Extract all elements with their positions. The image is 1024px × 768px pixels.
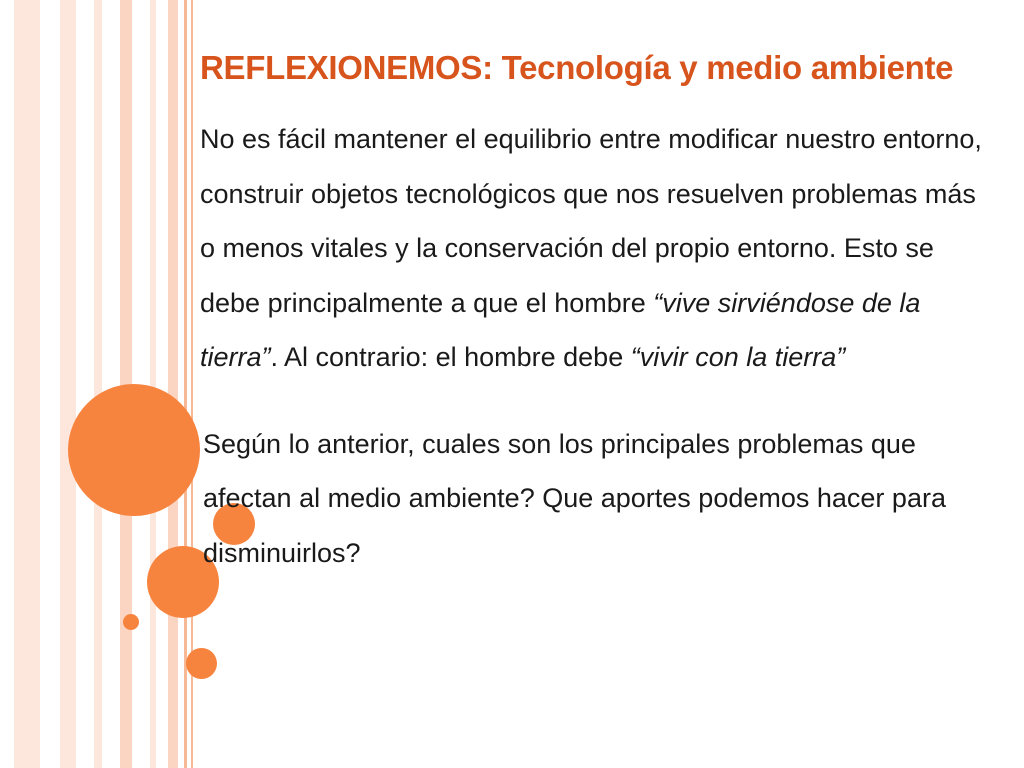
paragraph-text-middle: . Al contrario: el hombre debe <box>270 342 631 372</box>
stripe <box>60 0 76 768</box>
slide-content <box>200 40 990 580</box>
quote-vivir-con-la-tierra: “vivir con la tierra” <box>630 342 846 372</box>
quote-vive-sirviendose: “vive sirviéndose de la tierra” <box>200 287 921 372</box>
paragraph-intro <box>200 112 990 385</box>
stripe <box>94 0 102 768</box>
paragraph-text-start: No es fácil mantener el equilibrio entre modificar nuestro entorno, construir objetos tecnológicos que nos resuelven problemas más o menos vitales y la conservación del propio entorno. Esto se debe principalmente a que el hombre <box>200 124 982 318</box>
stripe <box>14 0 40 768</box>
decorative-stripes <box>0 0 200 768</box>
paragraph-question: Según lo anterior, cuales son los principales problemas que afectan al medio ambiente? Que aportes podemos hacer para disminuirlos? <box>203 428 946 568</box>
slide-title: REFLEXIONEMOS: Tecnología y medio ambiente <box>200 49 954 86</box>
decorative-circle-small-bottom <box>186 648 217 679</box>
stripe <box>184 0 187 768</box>
decorative-circle-dot <box>123 614 139 630</box>
decorative-circle-large <box>68 384 200 516</box>
stripe <box>150 0 156 768</box>
stripe <box>168 0 178 768</box>
